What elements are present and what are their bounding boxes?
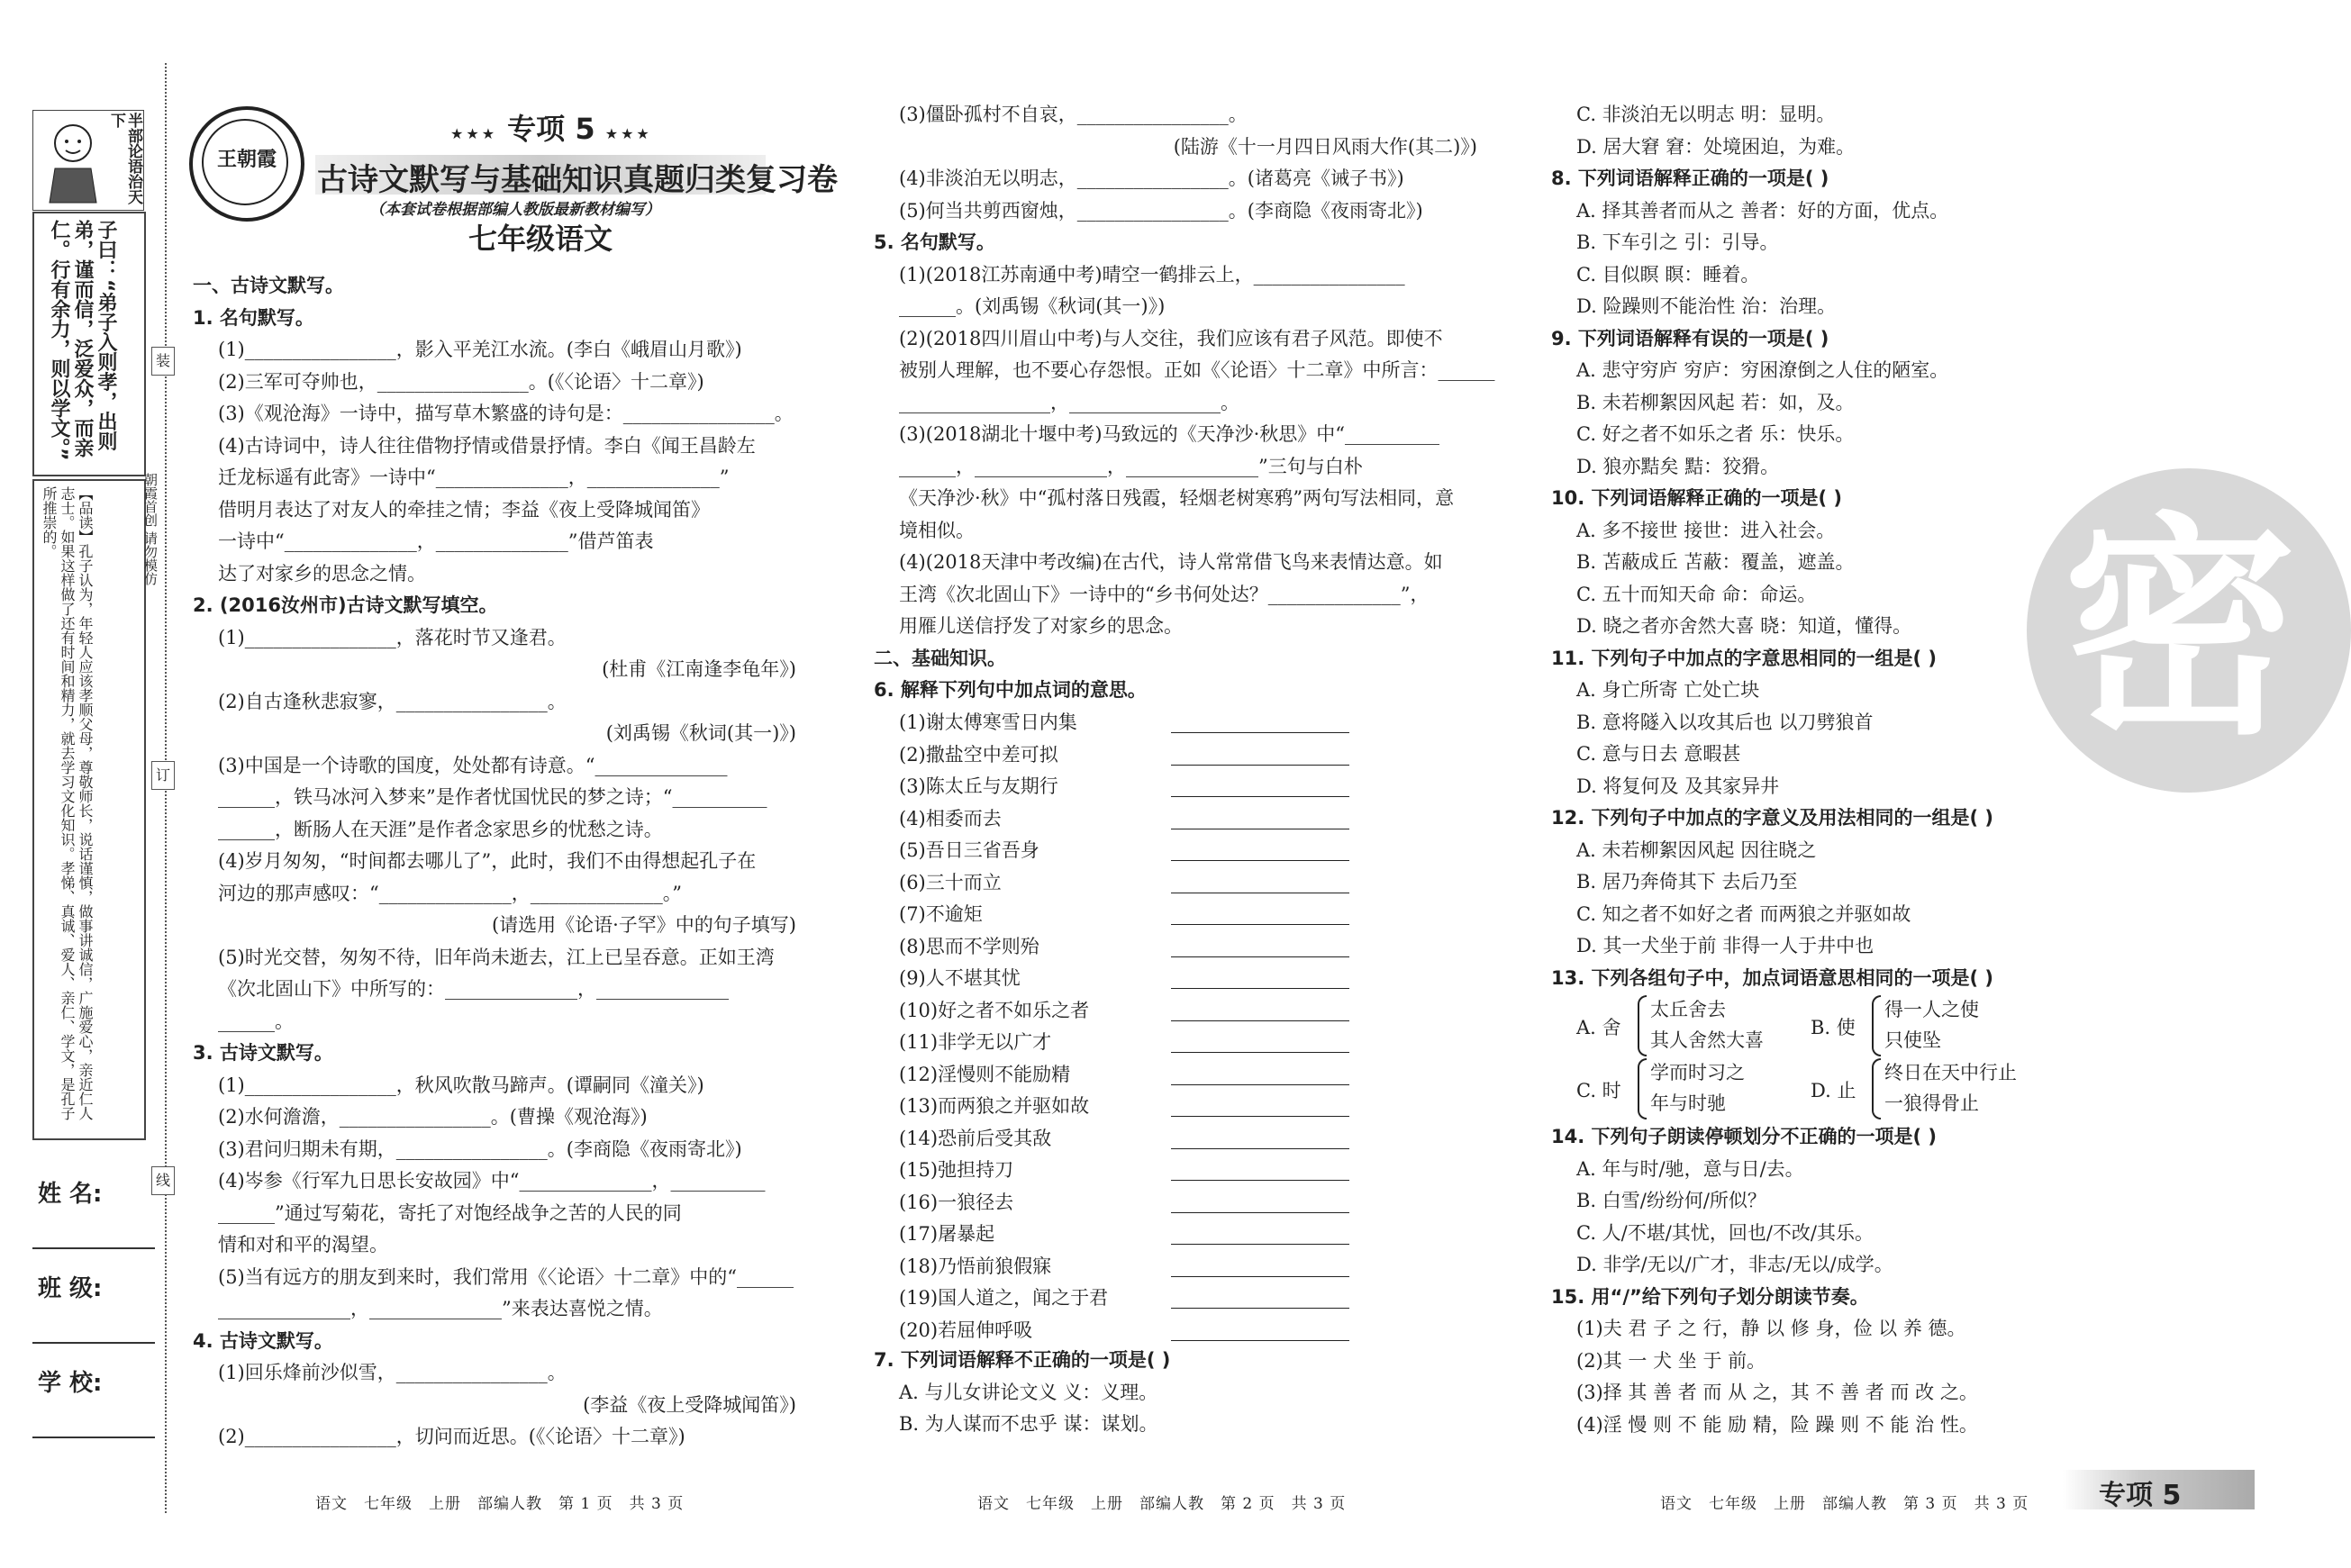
q6-item xyxy=(874,931,1477,964)
q6-answer-line[interactable] xyxy=(1171,1180,1349,1181)
column3-line: D. 险躁则不能治性 治：治理。 xyxy=(1576,295,1837,317)
q6-item-text: (20)若屈伸呼吸 xyxy=(899,1319,1033,1341)
column1-line: (刘禹锡《秋词(其一)》) xyxy=(605,722,796,744)
column3-line: 10. 下列词语解释正确的一项是( ) xyxy=(1551,487,1843,509)
column3_bottom-line: A. 年与时/驰，意与日/去。 xyxy=(1576,1157,1804,1180)
column3-line: B. 下车引之 引：引导。 xyxy=(1576,231,1779,253)
column1-line: ______，断肠人在天涯”是作者念家思乡的忧愁之诗。 xyxy=(218,818,663,840)
column1-line: (1)________________，秋风吹散马蹄声。(谭嗣同《潼关》) xyxy=(218,1074,704,1096)
q13-b-s1: 得一人之使 xyxy=(1884,999,1979,1020)
q13-options xyxy=(1576,995,2207,1121)
page-title: 古诗文默写与基础知识真题归类复习卷 xyxy=(317,162,838,198)
column3-line: A. 身亡所寄 亡处亡块 xyxy=(1576,679,1760,701)
q6-item xyxy=(874,1123,1477,1156)
column1-line: ______”通过写菊花，寄托了对饱经战争之苦的人民的同 xyxy=(218,1201,682,1224)
column3-line: 8. 下列词语解释正确的一项是( ) xyxy=(1551,168,1829,189)
school-field-label: 学 校: xyxy=(38,1370,103,1397)
q6-answer-line[interactable] xyxy=(1171,796,1349,797)
column3-line: C. 意与日去 意暇甚 xyxy=(1576,743,1741,765)
column2_top-line: 《天净沙·秋》中“孤村落日残霞，轻烟老树寒鸦”两句写法相同，意 xyxy=(899,487,1455,509)
question-6-list xyxy=(874,707,1477,1346)
column3-line: A. 多不接世 接世：进入社会。 xyxy=(1576,519,1836,541)
q6-answer-line[interactable] xyxy=(1171,1212,1349,1213)
column1-line: (4)岁月匆匆，“时间都去哪儿了”，此时，我们不由得想起孔子在 xyxy=(218,850,757,872)
column3_bottom-line: D. 非学/无以/广才，非志/无以/成学。 xyxy=(1576,1254,1893,1275)
seal-mark-3: 线 xyxy=(151,1166,175,1195)
column2_top-line: 6. 解释下列句中加点词的意思。 xyxy=(874,679,1147,701)
page-subtitle: （本套试卷根据部编人教版最新教材编写） xyxy=(369,201,660,219)
seal-mark-1: 装 xyxy=(151,347,175,376)
column1-line: 一、古诗文默写。 xyxy=(193,275,344,296)
q6-item xyxy=(874,1282,1477,1315)
q6-answer-line[interactable] xyxy=(1171,1084,1349,1085)
q13-c-s2: 年与时驰 xyxy=(1650,1092,1726,1114)
column3-line: C. 目似瞑 瞑：睡着。 xyxy=(1576,263,1760,286)
column2_top-line: (4)非淡泊无以明志，________________。(诸葛亮《诫子书》) xyxy=(899,168,1404,189)
column1-line: (4)岑参《行军九日思长安故园》中“______________，__________ xyxy=(218,1170,766,1192)
q6-item-text: (18)乃悟前狼假寐 xyxy=(899,1255,1052,1277)
q6-answer-line[interactable] xyxy=(1171,924,1349,925)
q6-item-text: (7)不逾矩 xyxy=(899,903,983,925)
column3_bottom-line: C. 人/不堪/其忧，回也/不改/其乐。 xyxy=(1576,1221,1874,1244)
column3-line: C. 五十而知天命 命：命运。 xyxy=(1576,583,1817,605)
column1-line: 《次北固山下》中所写的：______________，______________ xyxy=(218,978,729,1000)
column3-line: C. 非淡泊无以明志 明：显明。 xyxy=(1576,104,1836,125)
column1-line: 3. 古诗文默写。 xyxy=(193,1042,333,1064)
q13-c-label: C. 时 xyxy=(1576,1080,1621,1101)
column1-line: (5)时光交替，匆匆不待，旧年尚未逝去，江上已呈吞意。正如王湾 xyxy=(218,946,775,968)
column2_top-line: 5. 名句默写。 xyxy=(874,231,995,253)
column2_top-line: ________________，________________。 xyxy=(899,391,1239,413)
column3_bottom-line: (3)择 其 善 者 而 从 之，其 不 善 者 而 改 之。 xyxy=(1576,1382,1978,1403)
q6-answer-line[interactable] xyxy=(1171,1308,1349,1309)
q6-answer-line[interactable] xyxy=(1171,956,1349,957)
column2_top-line: 二、基础知识。 xyxy=(874,647,1006,669)
q6-item xyxy=(874,899,1477,931)
column-3-bottom xyxy=(1551,1121,2218,1441)
column3-line: B. 居乃奔倚其下 去后乃至 xyxy=(1576,871,1798,893)
q6-item-text: (3)陈太丘与友期行 xyxy=(899,775,1058,797)
column3-line: D. 将复何及 及其家异井 xyxy=(1576,775,1780,797)
column3_bottom-line: 14. 下列句子朗读停顿划分不正确的一项是( ) xyxy=(1551,1126,1938,1147)
column3-line: A. 悲守穷庐 穷庐：穷困潦倒之人住的陋室。 xyxy=(1576,359,1949,381)
column1-line: (2)三军可夺帅也，________________。(《〈论语〉十二章》) xyxy=(218,370,704,393)
column3_bottom-line: (1)夫 君 子 之 行，静 以 修 身，俭 以 养 德。 xyxy=(1576,1318,1966,1339)
q6-item-text: (4)相委而去 xyxy=(899,807,1002,829)
q6-item xyxy=(874,1315,1477,1347)
column3-line: B. 未若柳絮因风起 若：如，及。 xyxy=(1576,391,1855,413)
column1-line: 1. 名句默写。 xyxy=(193,306,314,329)
q13-a-label: A. 舍 xyxy=(1576,1017,1621,1038)
q13-a-s1: 太丘舍去 xyxy=(1650,999,1726,1020)
column-2-bottom xyxy=(874,1345,1477,1441)
column3-line: D. 狼亦黠矣 黠：狡猾。 xyxy=(1576,455,1780,477)
q6-item xyxy=(874,739,1477,772)
name-field[interactable] xyxy=(32,1247,155,1249)
q6-item xyxy=(874,963,1477,995)
column1-line: ______，铁马冰河入梦来”是作者忧国忧民的梦之诗；“__________ xyxy=(218,786,767,808)
q6-answer-line[interactable] xyxy=(1171,1276,1349,1277)
column1-line: (1)________________，落花时节又逢君。 xyxy=(218,626,567,648)
q6-answer-line[interactable] xyxy=(1171,1116,1349,1117)
column2_top-line: (4)(2018天津中考改编)在古代，诗人常常借飞鸟来表情达意。如 xyxy=(899,551,1443,573)
column1-line: 4. 古诗文默写。 xyxy=(193,1329,333,1352)
column2_top-line: (陆游《十一月四日风雨大作(其二)》) xyxy=(1173,135,1477,158)
column1-line: (杜甫《江南逢李龟年》) xyxy=(602,658,796,680)
class-field[interactable] xyxy=(32,1342,155,1344)
column1-line: (李益《夜上受降城闻笛》) xyxy=(583,1393,796,1416)
q6-answer-line[interactable] xyxy=(1171,765,1349,766)
sidebar-commentary: 【品读】孔子认为，年轻人应该孝顺父母，尊敬师长，说话谨慎，做事讲诚信，广施爱心，亲近仁人志士。如果这样做了还有时间和精力，就去学习文化知识。孝悌、真诚、爱人、亲仁、学文，是孔子所推崇的。 xyxy=(41,486,94,1120)
column1-line: 河边的那声感叹：“______________，______________。” xyxy=(218,882,682,904)
q6-answer-line[interactable] xyxy=(1171,1052,1349,1053)
confucius-cartoon-icon xyxy=(37,114,109,204)
q6-item-text: (11)非学无以广才 xyxy=(899,1031,1052,1053)
q6-answer-line[interactable] xyxy=(1171,1148,1349,1149)
name-field-label: 姓 名: xyxy=(38,1181,103,1208)
column1-line: (3)《观沧海》一诗中，描写草木繁盛的诗句是：________________。 xyxy=(218,403,794,424)
q6-answer-line[interactable] xyxy=(1171,1020,1349,1021)
column3-line: D. 居大窘 窘：处境困迫，为难。 xyxy=(1576,135,1856,158)
column1-line: (请选用《论语·子罕》中的句子填写) xyxy=(491,914,796,936)
column1-line: (2)水何澹澹，________________。(曹操《观沧海》) xyxy=(218,1106,648,1128)
column1-line: ______________，______________”来表达喜悦之情。 xyxy=(218,1298,663,1319)
corner-quote: 半部论语治天下 xyxy=(107,113,142,204)
school-field[interactable] xyxy=(32,1437,155,1438)
column1-line: (2)________________，切问而近思。(《〈论语〉十二章》) xyxy=(218,1426,685,1447)
q6-item xyxy=(874,867,1477,900)
column2_top-line: ______，______________，______________”三句与白朴 xyxy=(899,455,1363,477)
column3-line: A. 择其善者而从之 善者：好的方面，优点。 xyxy=(1576,199,1949,222)
q6-item xyxy=(874,1219,1477,1251)
column2_bottom-line: 7. 下列词语解释不正确的一项是( ) xyxy=(874,1349,1171,1371)
column2_top-line: (3)(2018湖北十堰中考)马致远的《天净沙·秋思》中“__________ xyxy=(899,423,1439,445)
column3_bottom-line: (4)淫 慢 则 不 能 励 精，险 躁 则 不 能 治 性。 xyxy=(1576,1413,1978,1436)
q6-item xyxy=(874,771,1477,803)
q6-item-text: (6)三十而立 xyxy=(899,871,1002,893)
logo-text: 王朝霞 xyxy=(216,148,277,171)
column-1 xyxy=(193,270,796,1454)
column2_bottom-line: A. 与儿女讲论文义 义：义理。 xyxy=(899,1381,1158,1403)
q6-item-text: (10)好之者不如乐之者 xyxy=(899,999,1090,1021)
q6-item xyxy=(874,1155,1477,1187)
q6-item xyxy=(874,1059,1477,1092)
q6-item xyxy=(874,1027,1477,1059)
column3-line: C. 知之者不如好之者 而两狼之并驱如故 xyxy=(1576,902,1911,925)
q6-item-text: (15)弛担持刀 xyxy=(899,1159,1014,1181)
column3-line: D. 其一犬坐于前 非得一人于井中也 xyxy=(1576,935,1874,956)
footer-page-2: 语文 七年级 上册 部编人教 第 2 页 共 3 页 xyxy=(977,1495,1347,1513)
q13-b-label: B. 使 xyxy=(1811,1017,1856,1038)
column1-line: 达了对家乡的思念之情。 xyxy=(218,562,426,585)
column1-line: ______。 xyxy=(218,1010,294,1032)
corner-quote-box xyxy=(32,110,144,211)
column3-line: C. 好之者不如乐之者 乐：快乐。 xyxy=(1576,423,1855,445)
q6-answer-line[interactable] xyxy=(1171,860,1349,861)
class-field-label: 班 级: xyxy=(38,1275,103,1302)
q6-item-text: (19)国人道之，闻之于君 xyxy=(899,1287,1109,1309)
q13-d-s1: 终日在天中行止 xyxy=(1884,1062,2017,1083)
seal-mark-2: 订 xyxy=(151,761,175,790)
column1-line: (2)自古逢秋悲寂寥，________________。 xyxy=(218,690,567,712)
q6-answer-line[interactable] xyxy=(1171,732,1349,733)
q6-answer-line[interactable] xyxy=(1171,988,1349,989)
q6-item-text: (1)谢太傅寒雪日内集 xyxy=(899,711,1077,733)
q13-a-s2: 其人舍然大喜 xyxy=(1650,1029,1764,1051)
grade-title: 七年级语文 xyxy=(468,222,613,256)
q13-b-s2: 只使坠 xyxy=(1884,1029,1941,1051)
footer-page-1: 语文 七年级 上册 部编人教 第 1 页 共 3 页 xyxy=(315,1495,685,1513)
column2_top-line: (3)僵卧孤村不自哀，________________。 xyxy=(899,104,1248,125)
column3-line: B. 苫蔽成丘 苫蔽：覆盖，遮盖。 xyxy=(1576,551,1855,573)
q6-item-text: (2)撒盐空中差可拟 xyxy=(899,743,1058,766)
column2_top-line: ______。(刘禹锡《秋词(其一)》) xyxy=(899,295,1166,317)
column3_bottom-line: 15. 用“/”给下列句子划分朗读节奏。 xyxy=(1551,1285,1869,1308)
column3-line: B. 意将隧入以攻其后也 以刀劈狼首 xyxy=(1576,711,1874,733)
q6-item xyxy=(874,1091,1477,1123)
column2_top-line: 王湾《次北固山下》一诗中的“乡书何处达？______________”， xyxy=(899,583,1430,605)
q6-item-text: (5)吾日三省吾身 xyxy=(899,839,1039,861)
q13-d-label: D. 止 xyxy=(1811,1080,1856,1101)
column2_top-line: 用雁儿送信抒发了对家乡的思念。 xyxy=(899,615,1183,637)
column3-line: 11. 下列句子中加点的字意思相同的一组是( ) xyxy=(1551,647,1938,669)
column2_top-line: (2)(2018四川眉山中考)与人交往，我们应该有君子风范。即使不 xyxy=(899,327,1443,349)
column2_top-line: (5)何当共剪西窗烛，________________。(李商隐《夜雨寄北》) xyxy=(899,199,1423,222)
logo xyxy=(189,106,304,222)
q13-d-s2: 一狼得骨止 xyxy=(1884,1092,1979,1114)
q6-item-text: (16)一狼径去 xyxy=(899,1191,1014,1213)
column1-line: (1)回乐烽前沙似雪，________________。 xyxy=(218,1362,567,1383)
watermark-seal xyxy=(2027,468,2351,793)
column1-line: (4)古诗词中，诗人往往借物抒情或借景抒情。李白《闻王昌龄左 xyxy=(218,434,756,457)
q6-item xyxy=(874,835,1477,867)
q6-item xyxy=(874,1251,1477,1283)
column1-line: 情和对和平的渴望。 xyxy=(218,1234,388,1255)
column3-line: 9. 下列词语解释有误的一项是( ) xyxy=(1551,327,1829,349)
q6-answer-line[interactable] xyxy=(1171,1340,1349,1341)
column1-line: 2. (2016汝州市)古诗文默写填空。 xyxy=(193,594,498,616)
q6-answer-line[interactable] xyxy=(1171,1244,1349,1245)
q6-item-text: (9)人不堪其忧 xyxy=(899,967,1021,989)
column1-line: (5)当有远方的朋友到来时，我们常用《〈论语〉十二章》中的“______ xyxy=(218,1265,794,1288)
footer-page-3: 语文 七年级 上册 部编人教 第 3 页 共 3 页 xyxy=(1660,1495,2029,1513)
q13-c-s1: 学而时习之 xyxy=(1650,1062,1745,1083)
q6-item xyxy=(874,995,1477,1028)
column1-line: 借明月表达了对友人的牵挂之情；李益《夜上受降城闻笛》 xyxy=(218,498,710,521)
watermark-char: 密 xyxy=(2063,494,2297,766)
sidebar-vertical-note: 朝霞首创 请勿模仿 xyxy=(142,473,159,585)
column1-line: (3)君问归期未有期，________________。(李商隐《夜雨寄北》) xyxy=(218,1137,742,1160)
q6-item xyxy=(874,707,1477,739)
q6-item-text: (17)屠暴起 xyxy=(899,1223,995,1245)
column1-line: 一诗中“______________，______________”借芦笛表 xyxy=(218,530,654,552)
q6-item-text: (12)淫慢则不能励精 xyxy=(899,1063,1071,1085)
column1-line: (1)________________，影入平羌江水流。(李白《峨眉山月歌》) xyxy=(218,339,742,360)
column2_top-line: (1)(2018江苏南通中考)晴空一鹤排云上，________________ xyxy=(899,263,1405,286)
column3-line: 12. 下列句子中加点的字意义及用法相同的一组是( ) xyxy=(1551,807,1994,829)
column1-line: (3)中国是一个诗歌的国度，处处都有诗意。“______________ xyxy=(218,754,728,776)
footer-tab-label: 专项 5 xyxy=(2099,1480,2182,1511)
column3-line: A. 未若柳絮因风起 因往晓之 xyxy=(1576,838,1817,861)
topic-label: ★★★ 专项 5 ★★★ xyxy=(450,112,652,146)
column1-line: 迁龙标遥有此寄》一诗中“______________，______________” xyxy=(218,467,730,488)
q6-item-text: (8)思而不学则殆 xyxy=(899,935,1039,957)
column3_bottom-line: B. 白雪/纷纷何/所似？ xyxy=(1576,1190,1766,1211)
sidebar-quote: 子曰：“弟子入则孝，出则弟，谨而信，泛爱众，而亲仁。行有余力，则以学文。” xyxy=(48,220,117,461)
column-2-top xyxy=(874,99,1495,707)
q6-item-text: (13)而两狼之并驱如故 xyxy=(899,1095,1090,1117)
column2_top-line: 被别人理解，也不要心存怨恨。正如《〈论语〉十二章》中所言：______ xyxy=(899,359,1495,381)
q6-item xyxy=(874,1187,1477,1219)
column2_top-line: 境相似。 xyxy=(899,519,975,541)
q6-item xyxy=(874,803,1477,836)
column3-line: D. 晓之者亦舍然大喜 晓：知道，懂得。 xyxy=(1576,615,1912,637)
column3_bottom-line: (2)其 一 犬 坐 于 前。 xyxy=(1576,1349,1766,1372)
q6-item-text: (14)恐前后受其敌 xyxy=(899,1127,1052,1149)
column2_bottom-line: B. 为人谋而不忠乎 谋：谋划。 xyxy=(899,1413,1158,1435)
column3-line: 13. 下列各组句子中，加点词语意思相同的一项是( ) xyxy=(1551,966,1994,989)
